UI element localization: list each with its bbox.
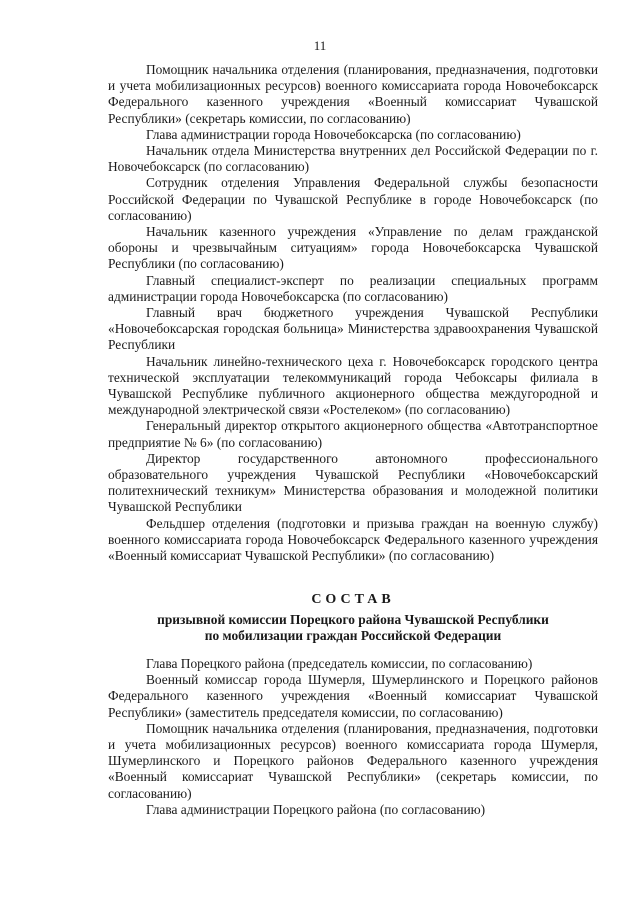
- member-paragraph: Помощник начальника отделения (планирования, предназначения, подготовки и учета мобилизационных ресурсов) военного комиссариата города Новочебоксарск Федерального казенного учреждения «Военный комиссариат Чувашской Республики» (секретарь комиссии, по согласованию): [108, 62, 598, 126]
- member-paragraph: Помощник начальника отделения (планирования, предназначения, подготовки и учета мобилизационных ресурсов) военного комиссариата города Шумерля, Шумерлинского и Порецкого районов Федерального казенного учреждения «Военный комиссариат Чувашской Республики» (секретарь комиссии, по согласованию): [108, 720, 598, 801]
- members-list-porecky: [108, 656, 598, 818]
- member-paragraph: Сотрудник отделения Управления Федеральной службы безопасности Российской Федерации по Чувашской Республике в городе Новочебоксарск (по согласованию): [108, 175, 598, 223]
- member-paragraph: Главный специалист-эксперт по реализации специальных программ администрации города Новочебоксарска (по согласованию): [108, 272, 598, 304]
- member-paragraph: Начальник казенного учреждения «Управление по делам гражданской обороны и чрезвычайным ситуациям» города Новочебоксарска Чувашской Республики (по согласованию): [108, 224, 598, 272]
- member-paragraph: Главный врач бюджетного учреждения Чувашской Республики «Новочебоксарская городская больница» Министерства здравоохранения Чувашской Республики: [108, 305, 598, 353]
- member-paragraph: Фельдшер отделения (подготовки и призыва граждан на военную службу) военного комиссариата города Новочебоксарск Федерального казенного учреждения «Военный комиссариат Чувашской Республики» (по согласованию): [108, 515, 598, 564]
- member-paragraph: Начальник отдела Министерства внутренних дел Российской Федерации по г. Новочебоксарск (по согласованию): [108, 143, 598, 175]
- member-paragraph: Военный комиссар города Шумерля, Шумерлинского и Порецкого районов Федерального казенного учреждения «Военный комиссариат Чувашской Республики» (заместитель председателя комиссии, по согласованию): [108, 672, 598, 720]
- member-paragraph: Директор государственного автономного профессионального образовательного учреждения Чувашской Республики «Новочебоксарский политехнический техникум» Министерства образования и молодежной политики Чувашской Республики: [108, 450, 598, 515]
- section-subtitle-line-2: по мобилизации граждан Российской Федерации: [204, 628, 502, 643]
- member-paragraph: Глава администрации Порецкого района (по согласованию): [146, 801, 486, 817]
- member-paragraph: Начальник линейно-технического цеха г. Новочебоксарск городского центра технической эксплуатации телекоммуникаций города Чебоксары филиала в Чувашской Республике публичного акционерного общества междугородной и международной электрической связи «Ростелеком» (по согласованию): [108, 353, 598, 418]
- section-subtitle-line-1: призывной комиссии Порецкого района Чувашской Республики: [157, 612, 549, 627]
- member-paragraph: Глава Порецкого района (председатель комиссии, по согласованию): [146, 656, 533, 671]
- members-list-novocheboksarsk: [108, 62, 598, 564]
- member-paragraph: Генеральный директор открытого акционерного общества «Автотранспортное предприятие № 6» (по согласованию): [108, 418, 598, 450]
- member-paragraph: Глава администрации города Новочебоксарска (по согласованию): [146, 126, 521, 142]
- page-number: 11: [313, 38, 327, 53]
- section-title: СОСТАВ: [311, 592, 395, 607]
